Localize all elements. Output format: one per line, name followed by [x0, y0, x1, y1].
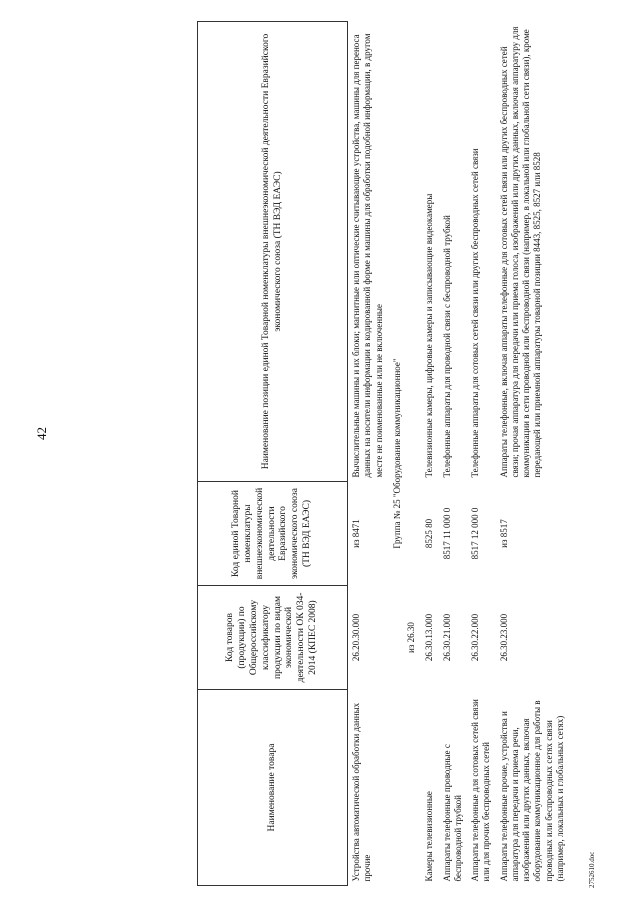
document-footer: 2752610.doc — [588, 851, 596, 888]
cell-product-name: Камеры телевизионные — [424, 791, 435, 882]
cell-okpd-code: 26.30.21.000 — [441, 613, 452, 662]
cell-tnved-code: 8517 12 000 0 — [470, 507, 480, 560]
cell-product-name: Аппараты телефонные прочие, устройства и аппаратура для передачи и приема речи, изображений или других данных, включая оборудование коммуникационное для работы в проводных или беспроводных сетях связи (например, локальных и глобальных сетях) — [498, 700, 565, 882]
cell-okpd-code: 26.20.30.000 — [351, 613, 361, 662]
table-row — [496, 22, 570, 886]
group-title: Группа № 25 "Оборудование коммуникационное" — [391, 358, 402, 549]
rotated-table-container — [197, 21, 627, 886]
cell-okpd-code: 26.30.23.000 — [498, 613, 509, 662]
cell-tnved-code: из 8517 — [498, 519, 509, 548]
goods-table — [197, 21, 569, 886]
cell-tnved-code: из 8471 — [351, 519, 361, 548]
cell-tnved-code: 8517 11 000 0 — [441, 507, 452, 560]
cell-okpd-code: 26.30.22.000 — [470, 613, 480, 662]
cell-tnved-code: 8525 80 — [424, 518, 435, 549]
header-okpd-code: Код товаров (продукции) по Общероссийскому классификатору продукции по видам экономической деятельности ОК 034-2014 (КПЕС 2008) — [198, 586, 348, 690]
table-row — [348, 22, 388, 886]
cell-product-name: Аппараты телефонные для сотовых сетей связи или для прочих беспроводных сетей — [470, 699, 492, 882]
table-row — [439, 22, 468, 886]
group-sub-row — [405, 22, 421, 886]
cell-okpd-code: 26.30.13.000 — [424, 613, 435, 662]
group-subcode: из 26.30 — [406, 622, 416, 653]
cell-tnved-name: Аппараты телефонные, включая аппараты телефонные для сотовых сетей связи или других беспроводных сетей связи; прочая аппаратура для передачи или приема голоса, изображений или других данных, включая аппаратуру для коммуникации в сети проводной или беспроводной связи (например, в локальной или глобальной сети связи), кроме передающей или приемной аппаратуры товарной позиции 8443, 8525, 8527 или 8528 — [498, 26, 543, 478]
header-tnved-name: Наименование позиции единой Товарной номенклатуры внешнеэкономической деятельности Евразийского экономического союза (ТН ВЭД ЕАЭС) — [198, 22, 348, 482]
table-row — [421, 22, 438, 886]
table-row — [467, 22, 496, 886]
cell-product-name: Устройства автоматической обработки данных прочие — [351, 702, 373, 882]
cell-tnved-name: Телефонные аппараты для сотовых сетей связи или других беспроводных сетей связи — [470, 148, 480, 478]
page-number: 42 — [34, 427, 49, 440]
cell-tnved-name: Телевизионные камеры, цифровые камеры и записывающие видеокамеры — [424, 193, 435, 478]
table-header-row — [198, 22, 348, 886]
header-product-name: Наименование товара — [198, 690, 348, 886]
header-tnved-code: Код единой Товарной номенклатуры внешнеэкономической деятельности Евразийского экономического союза (ТН ВЭД ЕАЭС) — [198, 482, 348, 586]
cell-tnved-name: Телефонные аппараты для проводной связи с беспроводной трубкой — [441, 215, 452, 478]
cell-tnved-name: Вычислительные машины и их блоки; магнитные или оптические считывающие устройства, машины для переноса данных на носители информации в кодированной форме и машины для обработки подобной информации, в другом месте не поименованные или не включенные — [351, 33, 384, 478]
cell-product-name: Аппараты телефонные проводные с беспроводной трубкой — [441, 744, 463, 882]
group-title-row — [388, 22, 405, 886]
